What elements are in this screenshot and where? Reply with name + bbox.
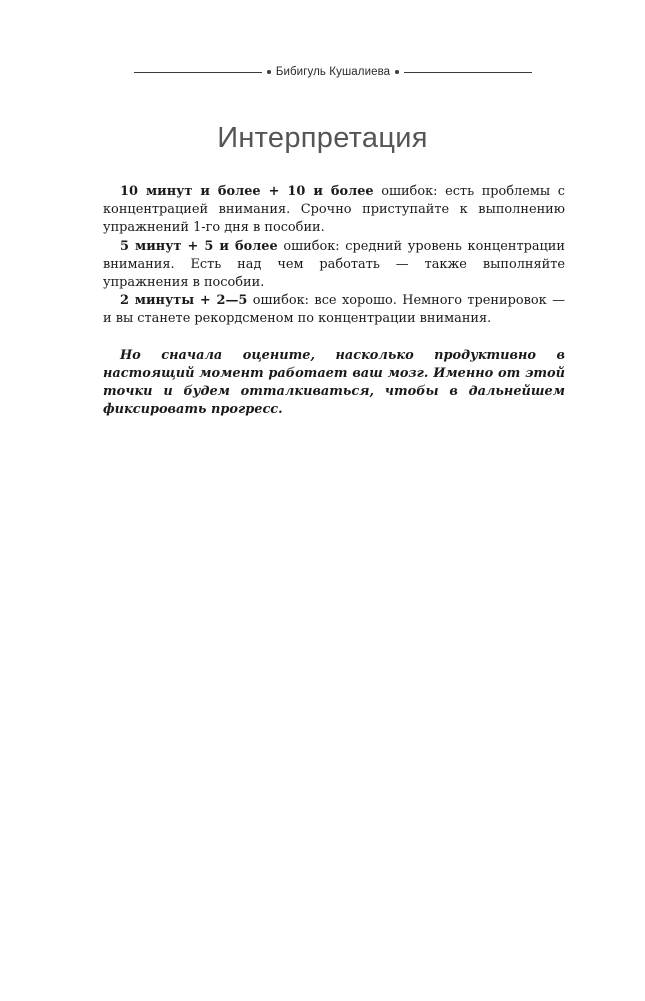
header-dot-right — [395, 70, 399, 74]
closing-paragraph: Но сначала оцените, насколько продуктивно в настоящий момент работает ваш мозг. Именно от этой точки и будем отталкиваться, чтобы в дальнейшем фиксировать прогресс. — [103, 347, 565, 418]
result-criteria: 2 минуты + 2—5 — [120, 293, 248, 309]
header-author: Бибигуль Кушалиева — [275, 66, 391, 78]
running-head — [134, 64, 532, 80]
result-paragraph — [103, 292, 565, 328]
result-text: ошибок: есть проблемы с концентрацией внимания. Срочно приступайте к выполнению упражнений 1-го дня в пособии. — [103, 184, 565, 236]
chapter-title: Интерпретация — [217, 122, 428, 154]
result-text: ошибок: средний уровень концентрации внимания. Есть над чем работать — также выполняйте упражнения в пособии. — [103, 238, 565, 291]
header-rule-right — [404, 72, 532, 73]
result-text: ошибок: все хорошо. Немного тренировок — и вы станете рекордсменом по концентрации внимания. — [103, 293, 565, 327]
result-criteria: 10 минут и более + 10 и более — [120, 184, 374, 199]
result-paragraph — [103, 238, 565, 293]
body-text — [103, 183, 565, 419]
result-paragraph — [103, 183, 565, 238]
header-rule-left — [134, 72, 262, 73]
result-criteria: 5 минут + 5 и более — [120, 238, 278, 254]
header-dot-left — [267, 70, 271, 74]
